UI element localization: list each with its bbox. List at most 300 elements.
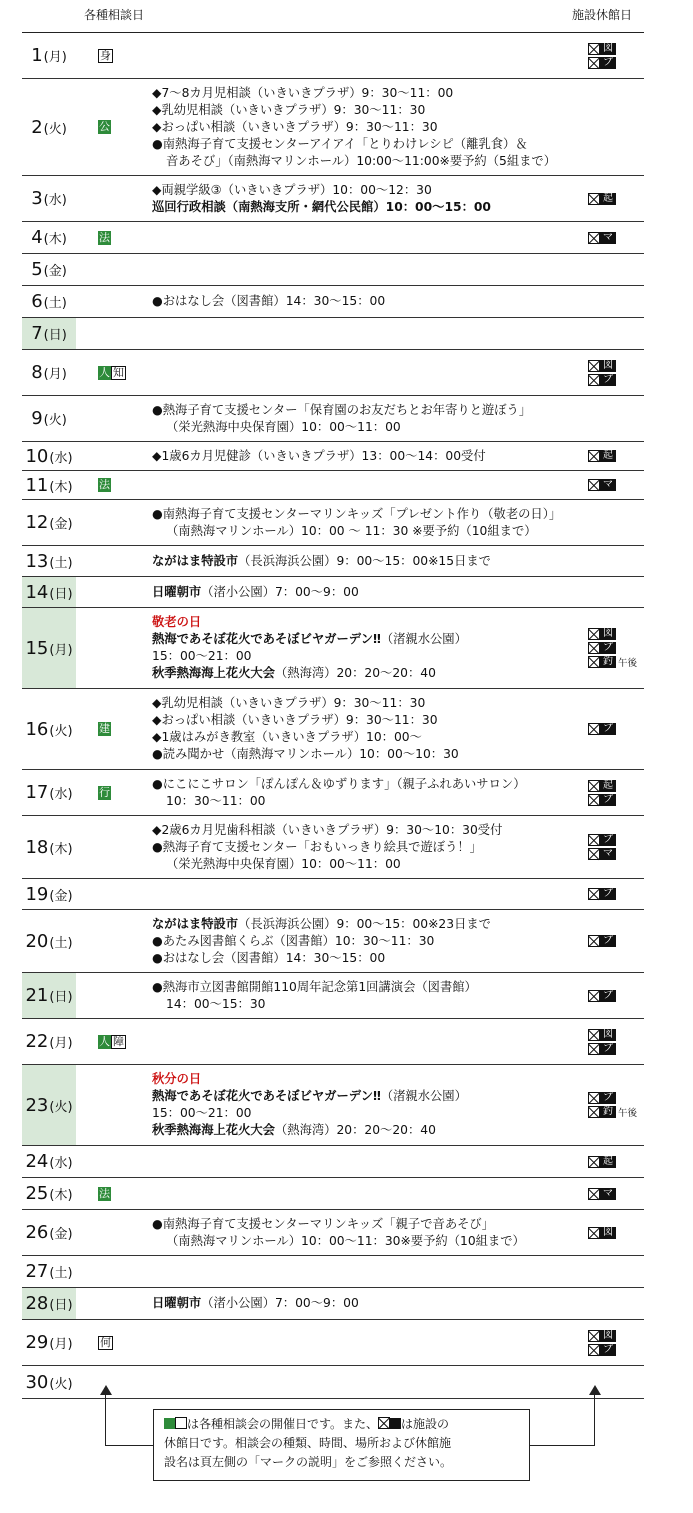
event-line: ●あたみ図書館くらぶ（図書館）10：30～11：30 (152, 933, 435, 948)
consultation-marks (76, 1178, 138, 1209)
events (138, 1366, 586, 1398)
day-label (22, 79, 76, 175)
consultation-marks (76, 1210, 138, 1255)
x-box-icon (588, 656, 600, 668)
day-label (22, 222, 76, 253)
event-line: 10：30～11：00 (166, 793, 266, 808)
day-number: 7 (31, 323, 43, 344)
day-number: 19 (25, 883, 49, 905)
day-label (22, 350, 76, 395)
day-number: 30 (25, 1371, 49, 1393)
day-number: 18 (25, 836, 49, 858)
events (138, 79, 586, 175)
consultation-marks (76, 176, 138, 221)
weekday: (月) (43, 50, 67, 65)
facility-code: 起 (600, 1156, 616, 1168)
calendar-row-day-18 (22, 816, 644, 879)
weekday: (日) (49, 1298, 73, 1313)
calendar-row-day-21 (22, 973, 644, 1019)
consultation-mark: 人 (99, 1034, 110, 1048)
events (138, 286, 586, 317)
white-square-icon (175, 1417, 187, 1429)
x-box-icon (588, 888, 600, 900)
calendar-row-day-20 (22, 910, 644, 973)
facility-closures (586, 577, 644, 607)
event-line: ◆1歳6カ月児健診（いきいきプラザ）13：00～14：00受付 (152, 448, 486, 463)
day-label (22, 1178, 76, 1209)
event-line: ◆おっぱい相談（いきいきプラザ）9：30～11：30 (152, 119, 438, 134)
facility-code: プ (600, 794, 616, 806)
day-number: 2 (31, 116, 43, 138)
facility-code: 起 (600, 450, 616, 462)
day-number: 26 (25, 1222, 49, 1243)
day-label (22, 396, 76, 441)
event-line: ◆乳幼児相談（いきいきプラザ）9：30～11：30 (152, 696, 426, 710)
event-line: （南熱海マリンホール）10：00 ～ 11：30 ※要予約（10組まで） (166, 523, 537, 538)
x-box-icon (588, 479, 600, 491)
closed-facility-tag (588, 1091, 616, 1105)
closed-facility-tag (588, 1042, 616, 1056)
facility-closures (586, 546, 644, 576)
consultation-marks (76, 350, 138, 395)
events (138, 546, 586, 576)
event-line: 音あそび」（南熱海マリンホール）10:00～11:00※要予約（5組まで） (166, 153, 557, 168)
consultation-days-header: 各種相談日 (84, 8, 145, 22)
day-number: 22 (25, 1031, 49, 1052)
weekday: (火) (49, 1099, 73, 1115)
facility-code: 図 (600, 1330, 616, 1342)
facility-closures (586, 222, 644, 253)
consultation-marks (76, 1146, 138, 1177)
events (138, 608, 586, 688)
day-label (22, 973, 76, 1018)
legend-note-line-1: は各種相談会の開催日です。また、 は施設の (164, 1415, 519, 1434)
calendar-row-day-25 (22, 1178, 644, 1210)
left-arrow-connector (105, 1445, 153, 1446)
facility-code: マ (600, 1188, 616, 1200)
events (138, 973, 586, 1018)
day-label (22, 176, 76, 221)
consultation-marks (76, 471, 138, 499)
events (138, 879, 586, 909)
events (138, 1065, 586, 1145)
facility-closures (586, 1288, 644, 1319)
weekday: (月) (49, 642, 73, 658)
closed-facility-tag (588, 1155, 616, 1169)
day-label (22, 770, 76, 815)
facility-closures (586, 770, 644, 815)
facility-closures (586, 689, 644, 769)
events (138, 1210, 586, 1255)
day-number: 1 (31, 45, 43, 66)
event-line: ●おはなし会（図書館）14：30～15：00 (152, 950, 386, 965)
day-label (22, 689, 76, 769)
day-number: 13 (25, 550, 49, 572)
calendar-row-day-27 (22, 1256, 644, 1288)
day-number: 15 (25, 637, 49, 659)
calendar-row-day-11 (22, 471, 644, 500)
x-box-icon (588, 43, 600, 55)
closed-facility-tag (588, 1105, 637, 1119)
closed-facility-tag (588, 627, 616, 641)
facility-closures (586, 471, 644, 499)
event-line: （南熱海マリンホール）10：00～11：30※要予約（10組まで） (166, 1233, 525, 1248)
closure-note: 午後 (618, 1108, 638, 1119)
calendar-row-day-5 (22, 254, 644, 286)
closed-facility-tag (588, 231, 616, 245)
consultation-marks (76, 689, 138, 769)
x-box-icon (588, 450, 600, 462)
consultation-mark: 法 (99, 478, 110, 491)
calendar-row-day-13 (22, 546, 644, 577)
facility-closures (586, 350, 644, 395)
left-arrow-shaft (105, 1392, 106, 1446)
closed-facility-tag (588, 793, 616, 807)
event-line: 熱海であそぼ花火であそぼビヤガーデン‼（渚親水公園） (152, 1089, 467, 1103)
facility-code: 図 (600, 1227, 616, 1239)
events (138, 1256, 586, 1287)
facility-closures (586, 1256, 644, 1287)
consultation-mark: 法 (99, 1186, 110, 1200)
consultation-mark: 知 (113, 365, 124, 379)
events (138, 222, 586, 253)
day-label (22, 318, 76, 349)
calendar-row-day-7 (22, 318, 644, 350)
consultation-marks (76, 973, 138, 1018)
day-number: 8 (31, 362, 43, 383)
x-box-icon (588, 628, 600, 640)
events (138, 254, 586, 285)
facility-closures (586, 1019, 644, 1064)
facility-code: 図 (600, 628, 616, 640)
day-label (22, 816, 76, 878)
event-line: 日曜朝市（渚小公園）7：00～9：00 (152, 1296, 359, 1310)
event-line: ●読み聞かせ（南熱海マリンホール）10：00～10：30 (152, 747, 459, 761)
event-line: ●熱海子育て支援センター「おもいっきり絵具で遊ぼう！」 (152, 839, 482, 854)
consultation-marks (76, 879, 138, 909)
closed-facility-tag (588, 56, 616, 70)
day-label (22, 1256, 76, 1287)
weekday: (月) (49, 1337, 73, 1352)
closed-facility-tag (588, 1028, 616, 1042)
closed-facility-tag (588, 779, 616, 793)
calendar-row-day-8 (22, 350, 644, 396)
x-box-icon (588, 834, 600, 846)
calendar-table (22, 32, 644, 1399)
x-box-icon (588, 642, 600, 654)
x-box-icon (588, 360, 600, 372)
weekday: (金) (49, 888, 73, 904)
facility-closures (586, 318, 644, 349)
events (138, 471, 586, 499)
weekday: (金) (49, 517, 73, 532)
facility-code: プ (600, 935, 616, 947)
weekday: (水) (49, 1156, 73, 1171)
facility-closures (586, 1210, 644, 1255)
x-box-icon (588, 1043, 600, 1055)
facility-code: 図 (600, 43, 616, 55)
consultation-mark: 建 (99, 722, 110, 735)
green-square-icon (164, 1418, 175, 1429)
weekday: (土) (49, 1266, 73, 1281)
event-line: ◆2歳6カ月児歯科相談（いきいきプラザ）9：30～10：30受付 (152, 822, 503, 837)
legend-note-line-2: 休館日です。相談会の種類、時間、場所および休館施 (164, 1436, 452, 1450)
black-square-icon (390, 1418, 401, 1429)
events (138, 1288, 586, 1319)
day-number: 12 (25, 512, 49, 533)
day-number: 16 (25, 718, 49, 740)
day-number: 3 (31, 188, 43, 209)
facility-code: 起 (600, 780, 616, 792)
facility-closures (586, 442, 644, 470)
facility-closures (586, 1178, 644, 1209)
closed-facility-tag (588, 1329, 616, 1343)
consultation-marks (76, 500, 138, 545)
consultation-mark: 身 (100, 48, 111, 62)
facility-closures (586, 1320, 644, 1365)
day-number: 5 (31, 259, 43, 280)
day-label (22, 1210, 76, 1255)
legend-note-line-3: 設名は頁左側の「マークの説明」をご参照ください。 (164, 1455, 453, 1469)
weekday: (土) (49, 935, 73, 951)
weekday: (火) (49, 723, 73, 739)
weekday: (月) (49, 1036, 73, 1051)
event-line: ●熱海子育て支援センター「保育園のお友だちとお年寄りと遊ぼう」 (152, 402, 532, 417)
event-line: ◆おっぱい相談（いきいきプラザ）9：30～11：30 (152, 713, 438, 727)
events (138, 1178, 586, 1209)
weekday: (木) (43, 232, 67, 247)
x-box-icon (588, 1029, 600, 1041)
day-label (22, 442, 76, 470)
facility-code: プ (600, 374, 616, 386)
weekday: (日) (43, 328, 67, 343)
events (138, 1019, 586, 1064)
facility-code: マ (600, 232, 616, 244)
right-arrow-connector (530, 1445, 595, 1446)
facility-code: プ (600, 1043, 616, 1055)
day-number: 29 (25, 1332, 49, 1353)
event-line: ながはま特設市（長浜海浜公園）9：00～15：00※15日まで (152, 553, 491, 568)
consultation-marks (76, 546, 138, 576)
weekday: (金) (49, 1227, 73, 1242)
facility-closures (586, 608, 644, 688)
closed-facility-tag (588, 833, 616, 847)
day-label (22, 1366, 76, 1398)
weekday: (月) (43, 367, 67, 382)
closed-facility-tag (588, 847, 616, 861)
calendar-row-day-14 (22, 577, 644, 608)
events (138, 318, 586, 349)
x-box-icon (588, 848, 600, 860)
facility-closures (586, 879, 644, 909)
facility-closures (586, 79, 644, 175)
event-line: ◆7～8カ月児相談（いきいきプラザ）9：30～11：00 (152, 85, 454, 100)
consultation-marks (76, 286, 138, 317)
facility-code: 図 (600, 360, 616, 372)
calendar-row-day-15 (22, 608, 644, 689)
legend-note (153, 1409, 530, 1481)
day-number: 9 (31, 408, 43, 429)
calendar-row-day-1 (22, 33, 644, 79)
consultation-mark: 何 (100, 1335, 111, 1349)
facility-closed-days-header: 施設休館日 (572, 8, 633, 22)
closed-facility-tag (588, 722, 616, 736)
consultation-mark: 障 (113, 1034, 124, 1048)
facility-code: プ (600, 990, 616, 1002)
x-box-icon (588, 935, 600, 947)
events (138, 442, 586, 470)
closed-facility-tag (588, 655, 637, 669)
consultation-marks (76, 1065, 138, 1145)
consultation-mark: 行 (99, 785, 110, 799)
weekday: (日) (49, 586, 73, 602)
weekday: (金) (43, 264, 67, 279)
consultation-marks (76, 1320, 138, 1365)
day-label (22, 910, 76, 972)
day-label (22, 471, 76, 499)
closed-facility-tag (588, 1226, 616, 1240)
weekday: (木) (49, 1188, 73, 1203)
event-line: 15：00～21：00 (152, 1106, 252, 1120)
day-label (22, 577, 76, 607)
x-box-icon (588, 1092, 600, 1104)
weekday: (水) (49, 787, 73, 802)
calendar-row-day-26 (22, 1210, 644, 1256)
calendar-row-day-3 (22, 176, 644, 222)
facility-code: プ (600, 888, 616, 900)
x-box-icon (588, 1188, 600, 1200)
facility-code: 図 (600, 1029, 616, 1041)
event-line: ◆1歳はみがき教室（いきいきプラザ）10：00～ (152, 730, 422, 744)
day-number: 28 (25, 1293, 49, 1314)
day-label (22, 254, 76, 285)
consultation-marks (76, 442, 138, 470)
event-line: 熱海であそぼ花火であそぼビヤガーデン‼（渚親水公園） (152, 632, 467, 646)
event-line: ◆乳幼児相談（いきいきプラザ）9：30～11：30 (152, 102, 426, 117)
facility-closures (586, 33, 644, 78)
day-label (22, 1065, 76, 1145)
events (138, 1146, 586, 1177)
day-number: 17 (25, 782, 49, 803)
left-arrow-head-icon (99, 1385, 113, 1395)
facility-closures (586, 1065, 644, 1145)
day-label (22, 33, 76, 78)
events (138, 577, 586, 607)
x-box-icon (588, 374, 600, 386)
day-number: 6 (31, 291, 43, 312)
event-line: ●南熱海子育て支援センターマリンキッズ「プレゼント作り（敬老の日）」 (152, 506, 562, 521)
x-box-icon (588, 794, 600, 806)
facility-code: 起 (600, 193, 616, 205)
closed-facility-tag (588, 934, 616, 948)
event-line: ●にこにこサロン「ぽんぽん＆ゆずります」（親子ふれあいサロン） (152, 776, 526, 791)
facility-code: 釣 (600, 1106, 616, 1118)
consultation-marks (76, 910, 138, 972)
facility-closures (586, 973, 644, 1018)
event-line: （栄光熱海中央保育園）10：00～11：00 (166, 419, 401, 434)
consultation-marks (76, 816, 138, 878)
closed-facility-tag (588, 1187, 616, 1201)
event-line: ●熱海市立図書館開館110周年記念第1回講演会（図書館） (152, 979, 477, 994)
events (138, 689, 586, 769)
consultation-marks (76, 33, 138, 78)
weekday: (木) (49, 841, 73, 857)
calendar-row-day-12 (22, 500, 644, 546)
day-number: 23 (25, 1094, 49, 1116)
closed-facility-tag (588, 192, 616, 206)
event-line: 巡回行政相談（南熱海支所・網代公民館）10：00～15：00 (152, 199, 491, 214)
calendar-row-day-29 (22, 1320, 644, 1366)
calendar-row-day-9 (22, 396, 644, 442)
calendar-row-day-30 (22, 1366, 644, 1399)
day-label (22, 1288, 76, 1319)
events (138, 350, 586, 395)
events (138, 816, 586, 878)
calendar-row-day-10 (22, 442, 644, 471)
closed-facility-tag (588, 42, 616, 56)
day-label (22, 286, 76, 317)
x-box-icon (588, 57, 600, 69)
events (138, 500, 586, 545)
day-number: 24 (25, 1151, 49, 1172)
event-line: 秋季熱海海上花火大会（熱海湾）20：20～20：40 (152, 666, 436, 680)
day-number: 14 (25, 581, 49, 603)
facility-code: プ (600, 1092, 616, 1104)
events (138, 176, 586, 221)
event-line: 14：00～15：30 (166, 996, 266, 1011)
right-arrow-head-icon (588, 1385, 602, 1395)
day-label (22, 608, 76, 688)
x-box-icon (588, 1106, 600, 1118)
consultation-marks (76, 770, 138, 815)
weekday: (火) (43, 413, 67, 428)
consultation-marks (76, 577, 138, 607)
consultation-marks (76, 1019, 138, 1064)
consultation-marks (76, 608, 138, 688)
day-label (22, 500, 76, 545)
calendar-row-day-4 (22, 222, 644, 254)
facility-closures (586, 816, 644, 878)
consultation-marks (76, 254, 138, 285)
consultation-mark: 人 (99, 365, 110, 379)
event-line: ながはま特設市（長浜海浜公園）9：00～15：00※23日まで (152, 916, 491, 931)
x-box-icon (588, 1156, 600, 1168)
closed-facility-tag (588, 887, 616, 901)
calendar-row-day-6 (22, 286, 644, 318)
day-number: 4 (31, 227, 43, 248)
calendar-row-day-16 (22, 689, 644, 770)
facility-code: プ (600, 723, 616, 735)
x-box-icon (588, 232, 600, 244)
x-box-icon (588, 1227, 600, 1239)
day-label (22, 879, 76, 909)
weekday: (火) (43, 121, 67, 137)
calendar-row-day-19 (22, 879, 644, 910)
events (138, 910, 586, 972)
events (138, 33, 586, 78)
x-box-icon (588, 723, 600, 735)
consultation-marks (76, 79, 138, 175)
facility-closures (586, 286, 644, 317)
day-label (22, 1146, 76, 1177)
event-line: 敬老の日 (152, 615, 202, 629)
event-line: ●おはなし会（図書館）14：30～15：00 (152, 294, 386, 308)
consultation-marks (76, 396, 138, 441)
day-label (22, 1320, 76, 1365)
calendar-row-day-24 (22, 1146, 644, 1178)
day-number: 10 (25, 445, 49, 467)
facility-code: プ (600, 834, 616, 846)
